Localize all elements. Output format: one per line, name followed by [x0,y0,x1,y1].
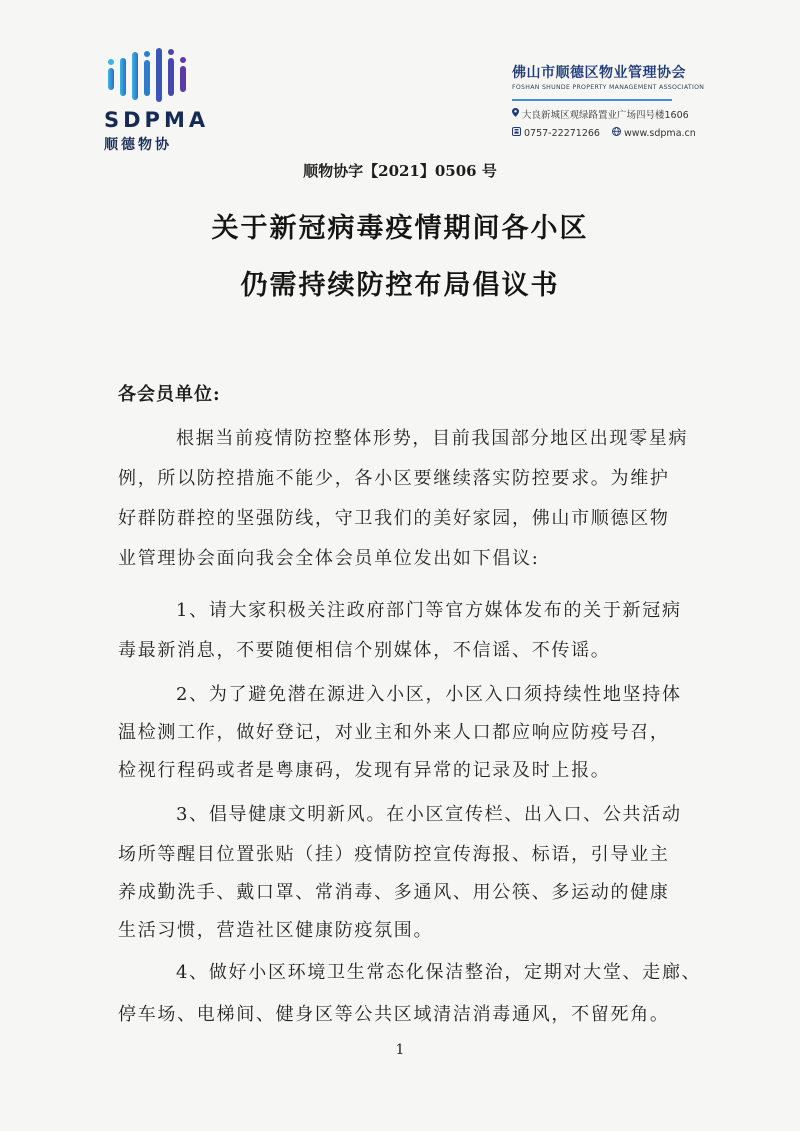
body-line: 检视行程码或者是粤康码，发现有异常的记录及时上报。 [118,760,611,781]
logo-subtitle: 顺德物协 [104,137,172,153]
body-line: 毒最新消息，不要随便相信个别媒体，不信谣、不传谣。 [118,640,611,661]
org-web [612,127,696,139]
body-line: 2、为了避免潜在源进入小区，小区入口须持续性地坚持体 [176,684,682,705]
body-line: 好群防群控的坚强防线，守卫我们的美好家园，佛山市顺德区物 [118,508,670,529]
org-address-text: 大良新城区观绿路置业广场四号楼1606 [522,110,689,121]
org-name-en: FOSHAN SHUNDE PROPERTY MANAGEMENT ASSOCIATION [512,84,705,91]
org-divider [512,99,672,101]
body-line: 温检测工作，做好登记，对业主和外来人口都应响应防疫号召， [118,722,670,743]
logo [104,44,224,153]
web-icon [612,127,621,139]
org-website: www.sdpma.cn [623,127,696,139]
org-info [512,62,782,139]
org-address [512,107,782,121]
document-title-line-1: 关于新冠病毒疫情期间各小区 [211,213,589,244]
org-contact [512,127,782,139]
body-line: 根据当前疫情防控整体形势，目前我国部分地区出现零星病 [176,428,689,449]
body-line: 4、做好小区环境卫生常态化保洁整治，定期对大堂、走廊、 [176,962,702,983]
body-line: 例，所以防控措施不能少，各小区要继续落实防控要求。为维护 [118,468,670,489]
document-title-line-2: 仍需持续防控布局倡议书 [240,270,560,301]
body-line: 生活习惯，营造社区健康防疫氛围。 [118,920,434,941]
body-line: 停车场、电梯间、健身区等公共区域清洁消毒通风，不留死角。 [118,1004,670,1025]
salutation: 各会员单位: [118,384,221,405]
phone-icon [512,127,521,139]
logo-text: SDPMA [104,108,210,132]
body-line: 养成勤洗手、戴口罩、常消毒、多通风、用公筷、多运动的健康 [118,882,670,903]
org-phone: 0757-22271266 [524,127,600,139]
body-line: 业管理协会面向我会全体会员单位发出如下倡议: [118,548,540,569]
document-number: 顺物协字【2021】0506 号 [303,162,497,180]
body-line: 1、请大家积极关注政府部门等官方媒体发布的关于新冠病 [176,600,682,621]
body-line: 3、倡导健康文明新风。在小区宣传栏、出入口、公共活动 [176,804,682,825]
logo-mark-icon [104,44,224,106]
body-line: 场所等醒目位置张贴（挂）疫情防控宣传海报、标语，引导业主 [118,844,670,865]
pin-icon [512,108,519,120]
org-name: 佛山市顺德区物业管理协会 [512,65,686,81]
page-number: 1 [395,1042,405,1058]
